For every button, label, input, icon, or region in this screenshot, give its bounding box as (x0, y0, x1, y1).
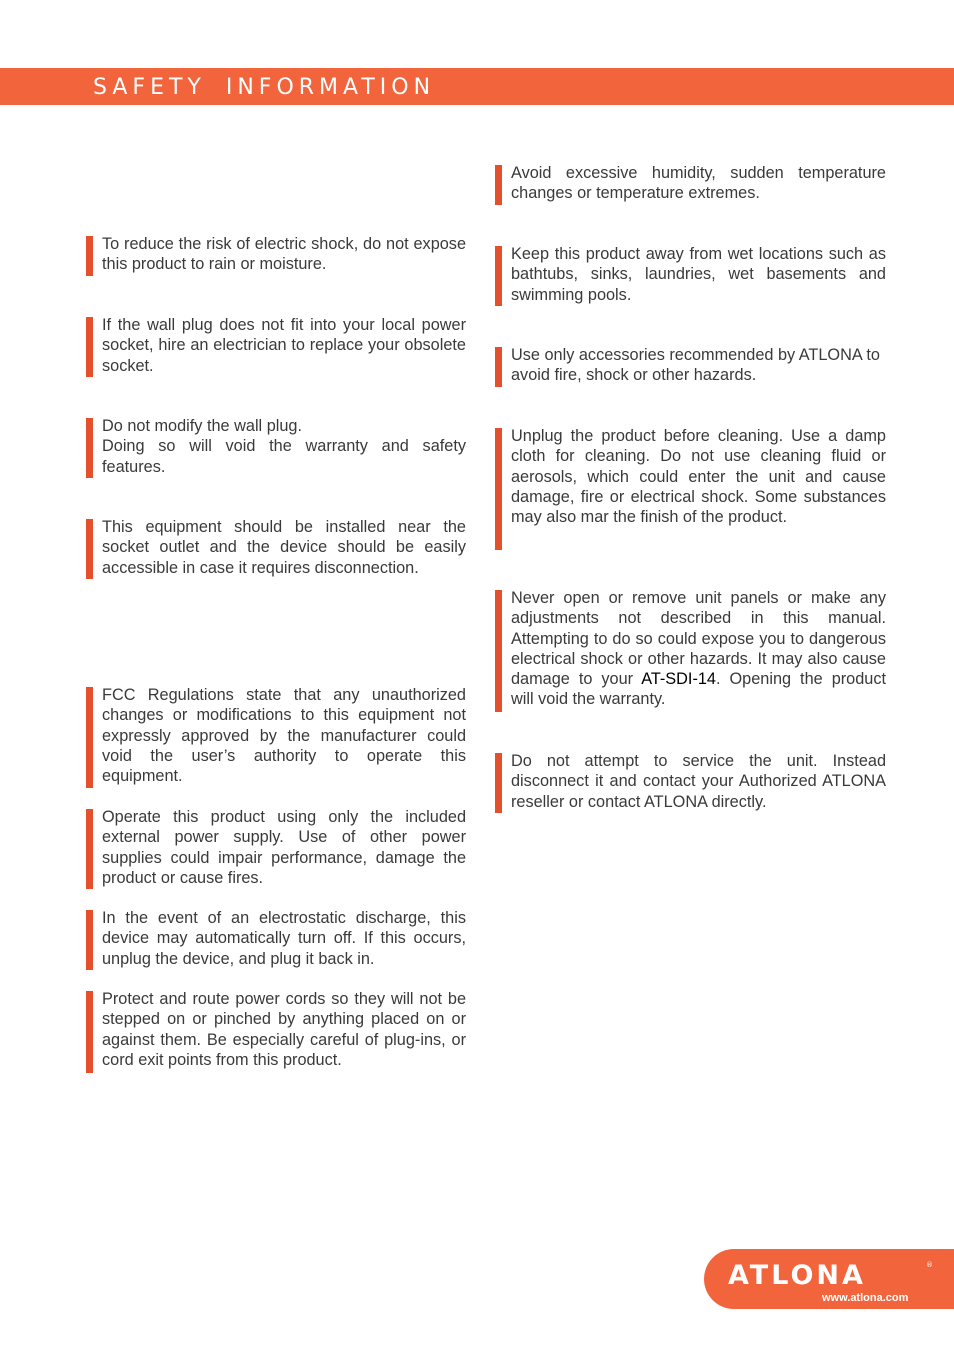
safety-text: Use only accessories recommended by ATLONA to avoid fire, shock or other hazards. (511, 346, 880, 385)
bullet-bar (86, 236, 93, 276)
bullet-bar (86, 317, 93, 377)
bullet-bar (86, 910, 93, 970)
safety-text: Avoid excessive humidity, sudden temperature changes or temperature extremes. (511, 164, 886, 203)
safety-text: FCC Regulations state that any unauthorized changes or modifications to this equipment not expressly approved by the manufacturer could void the user’s authority to operate this equipment. (102, 686, 466, 786)
safety-text: Operate this product using only the included external power supply. Use of other power supplies could impair performance, damage the product or cause fires. (102, 808, 466, 887)
bullet-bar (86, 418, 93, 478)
bullet-bar (86, 687, 93, 788)
logo-url: www.atlona.com (822, 1292, 909, 1304)
safety-text-part: Never open or remove unit panels or make any adjustments not described in this manual. Attempting to do so could expose you to dangerous electrical shock or other hazards. It may also cause damage to your (511, 589, 886, 689)
safety-text: Protect and route power cords so they will not be stepped on or pinched by anything placed on or against them. Be especially careful of plug-ins, or cord exit points from this product. (102, 990, 466, 1069)
safety-text (102, 416, 466, 477)
safety-text: To reduce the risk of electric shock, do not expose this product to rain or moisture. (102, 235, 466, 274)
bullet-bar (495, 428, 502, 550)
safety-text: Keep this product away from wet locations such as bathtubs, sinks, laundries, wet basements and swimming pools. (511, 245, 886, 304)
safety-text (511, 588, 886, 710)
bullet-bar (495, 165, 502, 205)
safety-text: Do not attempt to service the unit. Instead disconnect it and contact your Authorized ATLONA reseller or contact ATLONA directly. (511, 752, 886, 811)
safety-text-part: . Opening the product will void the warranty. (511, 670, 886, 709)
bullet-bar (86, 991, 93, 1073)
bullet-bar (495, 347, 502, 387)
safety-text-line: Do not modify the wall plug. (102, 417, 303, 435)
bullet-bar (495, 590, 502, 712)
bullet-bar (495, 246, 502, 306)
safety-text-line: Doing so will void the warranty and safety features. (102, 437, 466, 476)
registered-mark: ® (926, 1261, 933, 1269)
safety-text: In the event of an electrostatic discharge, this device may automatically turn off. If this occurs, unplug the device, and plug it back in. (102, 909, 466, 968)
safety-text: If the wall plug does not fit into your local power socket, hire an electrician to replace your obsolete socket. (102, 316, 466, 375)
logo-wordmark: ATLONA (728, 1260, 866, 1291)
bullet-bar (86, 519, 93, 579)
safety-text: This equipment should be installed near the socket outlet and the device should be easily accessible in case it requires disconnection. (102, 518, 466, 577)
bullet-bar (86, 809, 93, 889)
page-title: SAFETY INFORMATION (93, 75, 436, 100)
safety-text: Unplug the product before cleaning. Use a damp cloth for cleaning. Do not use cleaning fluid or aerosols, which could enter the unit and cause damage, fire or electrical shock. Some substances may also mar the finish of the product. (511, 427, 886, 527)
bullet-bar (495, 753, 502, 813)
atlona-logo (704, 1249, 954, 1309)
model-number: AT-SDI-14 (641, 670, 716, 689)
